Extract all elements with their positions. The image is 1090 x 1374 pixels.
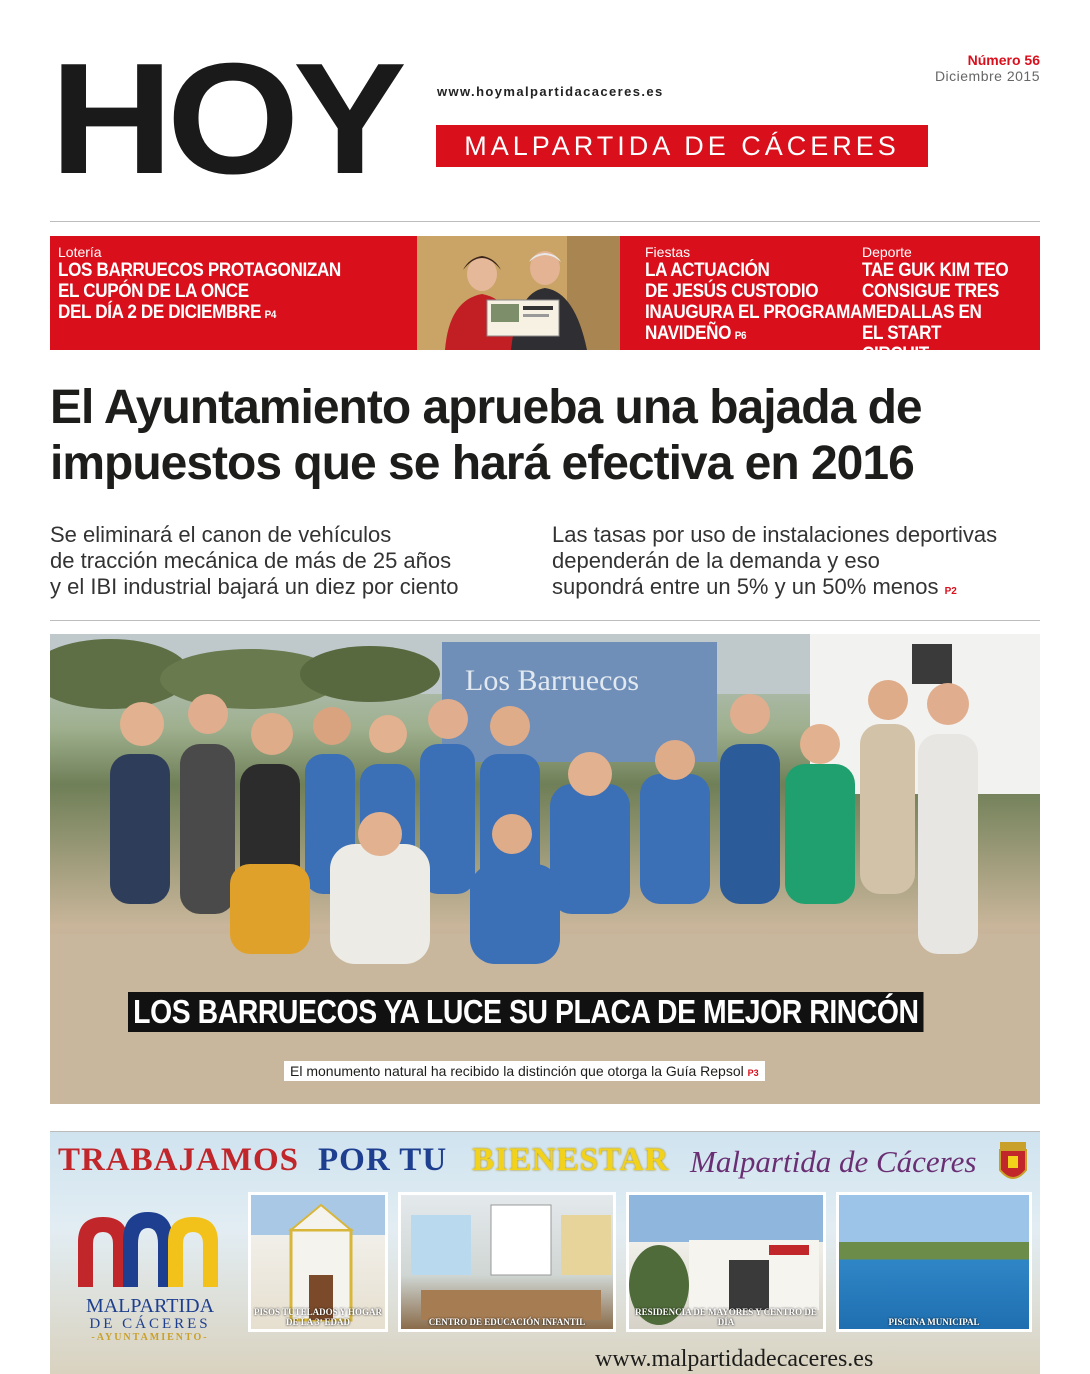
teaser-headline: LA ACTUACIÓN DE JESÚS CUSTODIO INAUGURA EL PROGRAMA NAVIDEÑO P6 (645, 260, 863, 344)
teaser-fiestas[interactable] (645, 244, 886, 347)
page-ref: P15 (932, 351, 949, 363)
site-url[interactable]: www.hoymalpartidacaceres.es (437, 84, 664, 99)
teaser-category: Lotería (58, 244, 102, 260)
edition-banner: MALPARTIDA DE CÁCERES (436, 125, 928, 167)
coat-of-arms-icon (996, 1138, 1030, 1188)
ad-script-title: Malpartida de Cáceres (690, 1144, 977, 1179)
ad-photo-residencia: RESIDENCIA DE MAYORES Y CENTRO DE DÍA (626, 1192, 826, 1332)
newspaper-logo: HOY (50, 31, 401, 207)
ad-word-2: POR TU (318, 1142, 448, 1178)
teaser-headline: TAE GUK KIM TEO CONSIGUE TRES MEDALLAS EN EL START CIRCUIT P15 (862, 260, 1009, 365)
divider (50, 620, 1040, 621)
issue-info (935, 52, 1040, 84)
page-ref: P6 (734, 330, 747, 342)
teaser-category: Fiestas (645, 244, 691, 260)
divider (50, 221, 1040, 222)
ayuntamiento-logo-icon (68, 1202, 228, 1292)
issue-number: Número 56 (967, 52, 1040, 68)
teaser-loteria[interactable] (58, 244, 372, 326)
ad-word-3: BIENESTAR (472, 1142, 670, 1178)
teaser-bar (50, 236, 1040, 365)
page-ref: P4 (264, 309, 277, 321)
page-ref: P3 (747, 1068, 759, 1078)
teaser-photo (417, 236, 620, 350)
teaser-deporte[interactable] (862, 244, 1040, 368)
subhead-left: Se eliminará el canon de vehículos de tracción mecánica de más de 25 años y el IBI industrial bajará un diez por ciento (50, 522, 459, 599)
sign-text: Los Barruecos (465, 664, 640, 697)
teaser-category: Deporte (862, 244, 912, 260)
teaser-headline: LOS BARRUECOS PROTAGONIZAN EL CUPÓN DE LA ONCE DEL DÍA 2 DE DICIEMBRE P4 (58, 260, 341, 323)
photo-caption: El monumento natural ha recibido la distinción que otorga la Guía Repsol P3 (284, 1061, 765, 1081)
advertisement[interactable] (50, 1131, 1040, 1374)
subhead-right: Las tasas por uso de instalaciones deportivas dependerán de la demanda y eso supondrá entre un 5% y un 50% menos P2 (552, 522, 998, 599)
issue-date: Diciembre 2015 (934, 68, 1040, 84)
photo-headline[interactable]: LOS BARRUECOS YA LUCE SU PLACA DE MEJOR RINCÓN (128, 992, 924, 1032)
ad-url[interactable]: www.malpartidadecaceres.es (595, 1346, 874, 1372)
group-photo (50, 634, 1040, 1104)
ayuntamiento-logo-text: MALPARTIDA DE CÁCERES -AYUNTAMIENTO- (85, 1295, 215, 1343)
ad-word-1: TRABAJAMOS (58, 1142, 300, 1178)
ad-photo-piscina: PISCINA MUNICIPAL (836, 1192, 1032, 1332)
ad-photo-infantil: CENTRO DE EDUCACIÓN INFANTIL (398, 1192, 616, 1332)
main-headline[interactable]: El Ayuntamiento aprueba una bajada de impuestos que se hará efectiva en 2016 (50, 381, 922, 490)
ad-photo-pisos: PISOS TUTELADOS Y HOGAR DE LA 3ª EDAD (248, 1192, 388, 1332)
page-ref: P2 (944, 586, 957, 597)
